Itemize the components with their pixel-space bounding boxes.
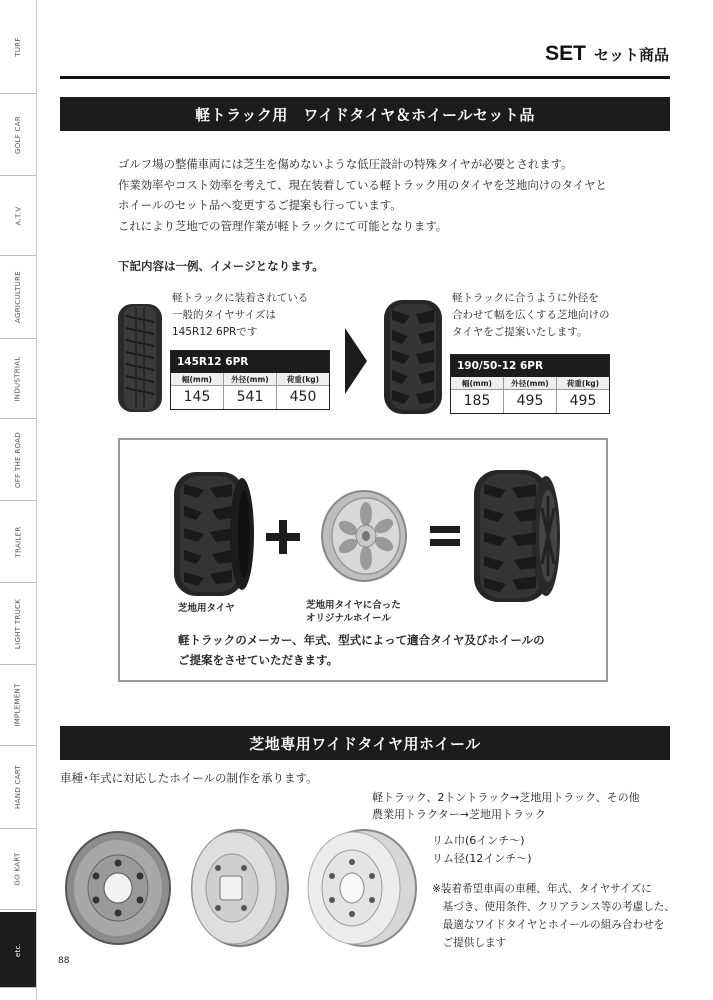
- side-tab-hand-cart[interactable]: HAND CART: [0, 746, 36, 829]
- turf-tire-label: 芝地用タイヤ: [178, 603, 235, 614]
- turf-tire-image: [172, 470, 258, 598]
- steel-wheel-image-1: [62, 828, 174, 948]
- standard-tire-image: [116, 302, 164, 414]
- equals-icon: [430, 524, 460, 548]
- before-description: 軽トラックに装着されている 一般的タイヤサイズは 145R12 6PRです: [172, 292, 309, 338]
- side-tab-trailer[interactable]: TRAILER: [0, 501, 36, 583]
- mounted-tire-image: [472, 468, 564, 604]
- header-subtitle: セット商品: [593, 46, 669, 64]
- side-tab-golf-car[interactable]: GOLF CAR: [0, 94, 36, 176]
- after-width: 185: [463, 393, 491, 409]
- section1-paragraph: ゴルフ場の整備車両には芝生を傷めないような低圧設計の特殊タイヤが必要とされます。 作業効率やコスト効率を考えて、現在装着している軽トラック用のタイヤを芝地向けのタイヤと ホイールのセット品へ変更するご提案も行っています。 これにより芝地での管理作業が軽トラックにて可能となります。: [118, 157, 607, 233]
- before-load: 450: [289, 389, 317, 405]
- combination-description: 軽トラックのメーカー、年式、型式によって適合タイヤ及びホイールの ご提案をさせていただきます。: [178, 633, 545, 667]
- header-rule: [60, 76, 670, 79]
- steel-wheel-image-2: [182, 826, 292, 950]
- side-tab-strip: [0, 0, 36, 1000]
- remark-note: ※装着希望車両の車種、年式、タイヤサイズに 基づき、使用条件、クリアランス等の考慮した、 最適なワイドタイヤとホイールの組み合わせを ご提供します: [432, 883, 675, 949]
- page-header: [545, 42, 669, 66]
- side-tab-light-truck[interactable]: LIGHT TRUCK: [0, 583, 36, 665]
- side-tab-industrial[interactable]: INDUSTRIAL: [0, 339, 36, 419]
- side-divider: [36, 0, 37, 1000]
- arrow-right-icon: [345, 328, 367, 394]
- side-tab-implement[interactable]: IMPLEMENT: [0, 665, 36, 746]
- page-number: 88: [58, 956, 70, 966]
- plus-icon: [266, 520, 300, 554]
- after-diameter: 495: [516, 393, 544, 409]
- side-tab-etc[interactable]: etc.: [0, 912, 36, 988]
- header-set: SET: [545, 42, 586, 65]
- before-width: 145: [183, 389, 211, 405]
- section2-banner: [60, 726, 670, 760]
- before-spec-table: 145R12 6PR 幅(mm) 145 外径(mm) 541 荷重(kg) 450: [170, 350, 330, 410]
- usage-list: 軽トラック、2トントラック→芝地用トラック、その他 農業用トラクター→芝地用トラック: [372, 791, 640, 821]
- side-tab-agriculture[interactable]: AGRICULTURE: [0, 256, 36, 339]
- before-diameter: 541: [236, 389, 264, 405]
- after-load: 495: [569, 393, 597, 409]
- rim-spec: リム巾(6インチ〜) リム径(12インチ〜): [432, 834, 532, 865]
- wheel-label: 芝地用タイヤに合った オリジナルホイール: [306, 600, 401, 624]
- after-description: 軽トラックに合うように外径を 合わせて幅を広くする芝地向けの タイヤをご提案いたします。: [452, 292, 610, 338]
- section1-title: 軽トラック用 ワイドタイヤ＆ホイールセット品: [195, 105, 535, 124]
- after-spec-table: 190/50-12 6PR 幅(mm) 185 外径(mm) 495 荷重(kg) 495: [450, 354, 610, 414]
- side-tab-turf[interactable]: TURF: [0, 0, 36, 94]
- section2-intro: 車種･年式に対応したホイールの制作を承ります。: [60, 771, 318, 785]
- section1-banner: [60, 97, 670, 131]
- steel-wheel-image-3: [298, 826, 422, 950]
- section2-title: 芝地専用ワイドタイヤ用ホイール: [249, 734, 481, 753]
- after-size: 190/50-12 6PR: [451, 355, 609, 377]
- wide-tire-image: [382, 298, 444, 416]
- before-size: 145R12 6PR: [171, 351, 329, 373]
- example-note: 下記内容は一例、イメージとなります。: [118, 259, 324, 273]
- wheel-image: [318, 488, 410, 584]
- side-tab-off-the-road[interactable]: OFF THE ROAD: [0, 419, 36, 501]
- side-tab-atv[interactable]: A.T.V: [0, 176, 36, 256]
- side-tab-go-kart[interactable]: GO KART: [0, 829, 36, 910]
